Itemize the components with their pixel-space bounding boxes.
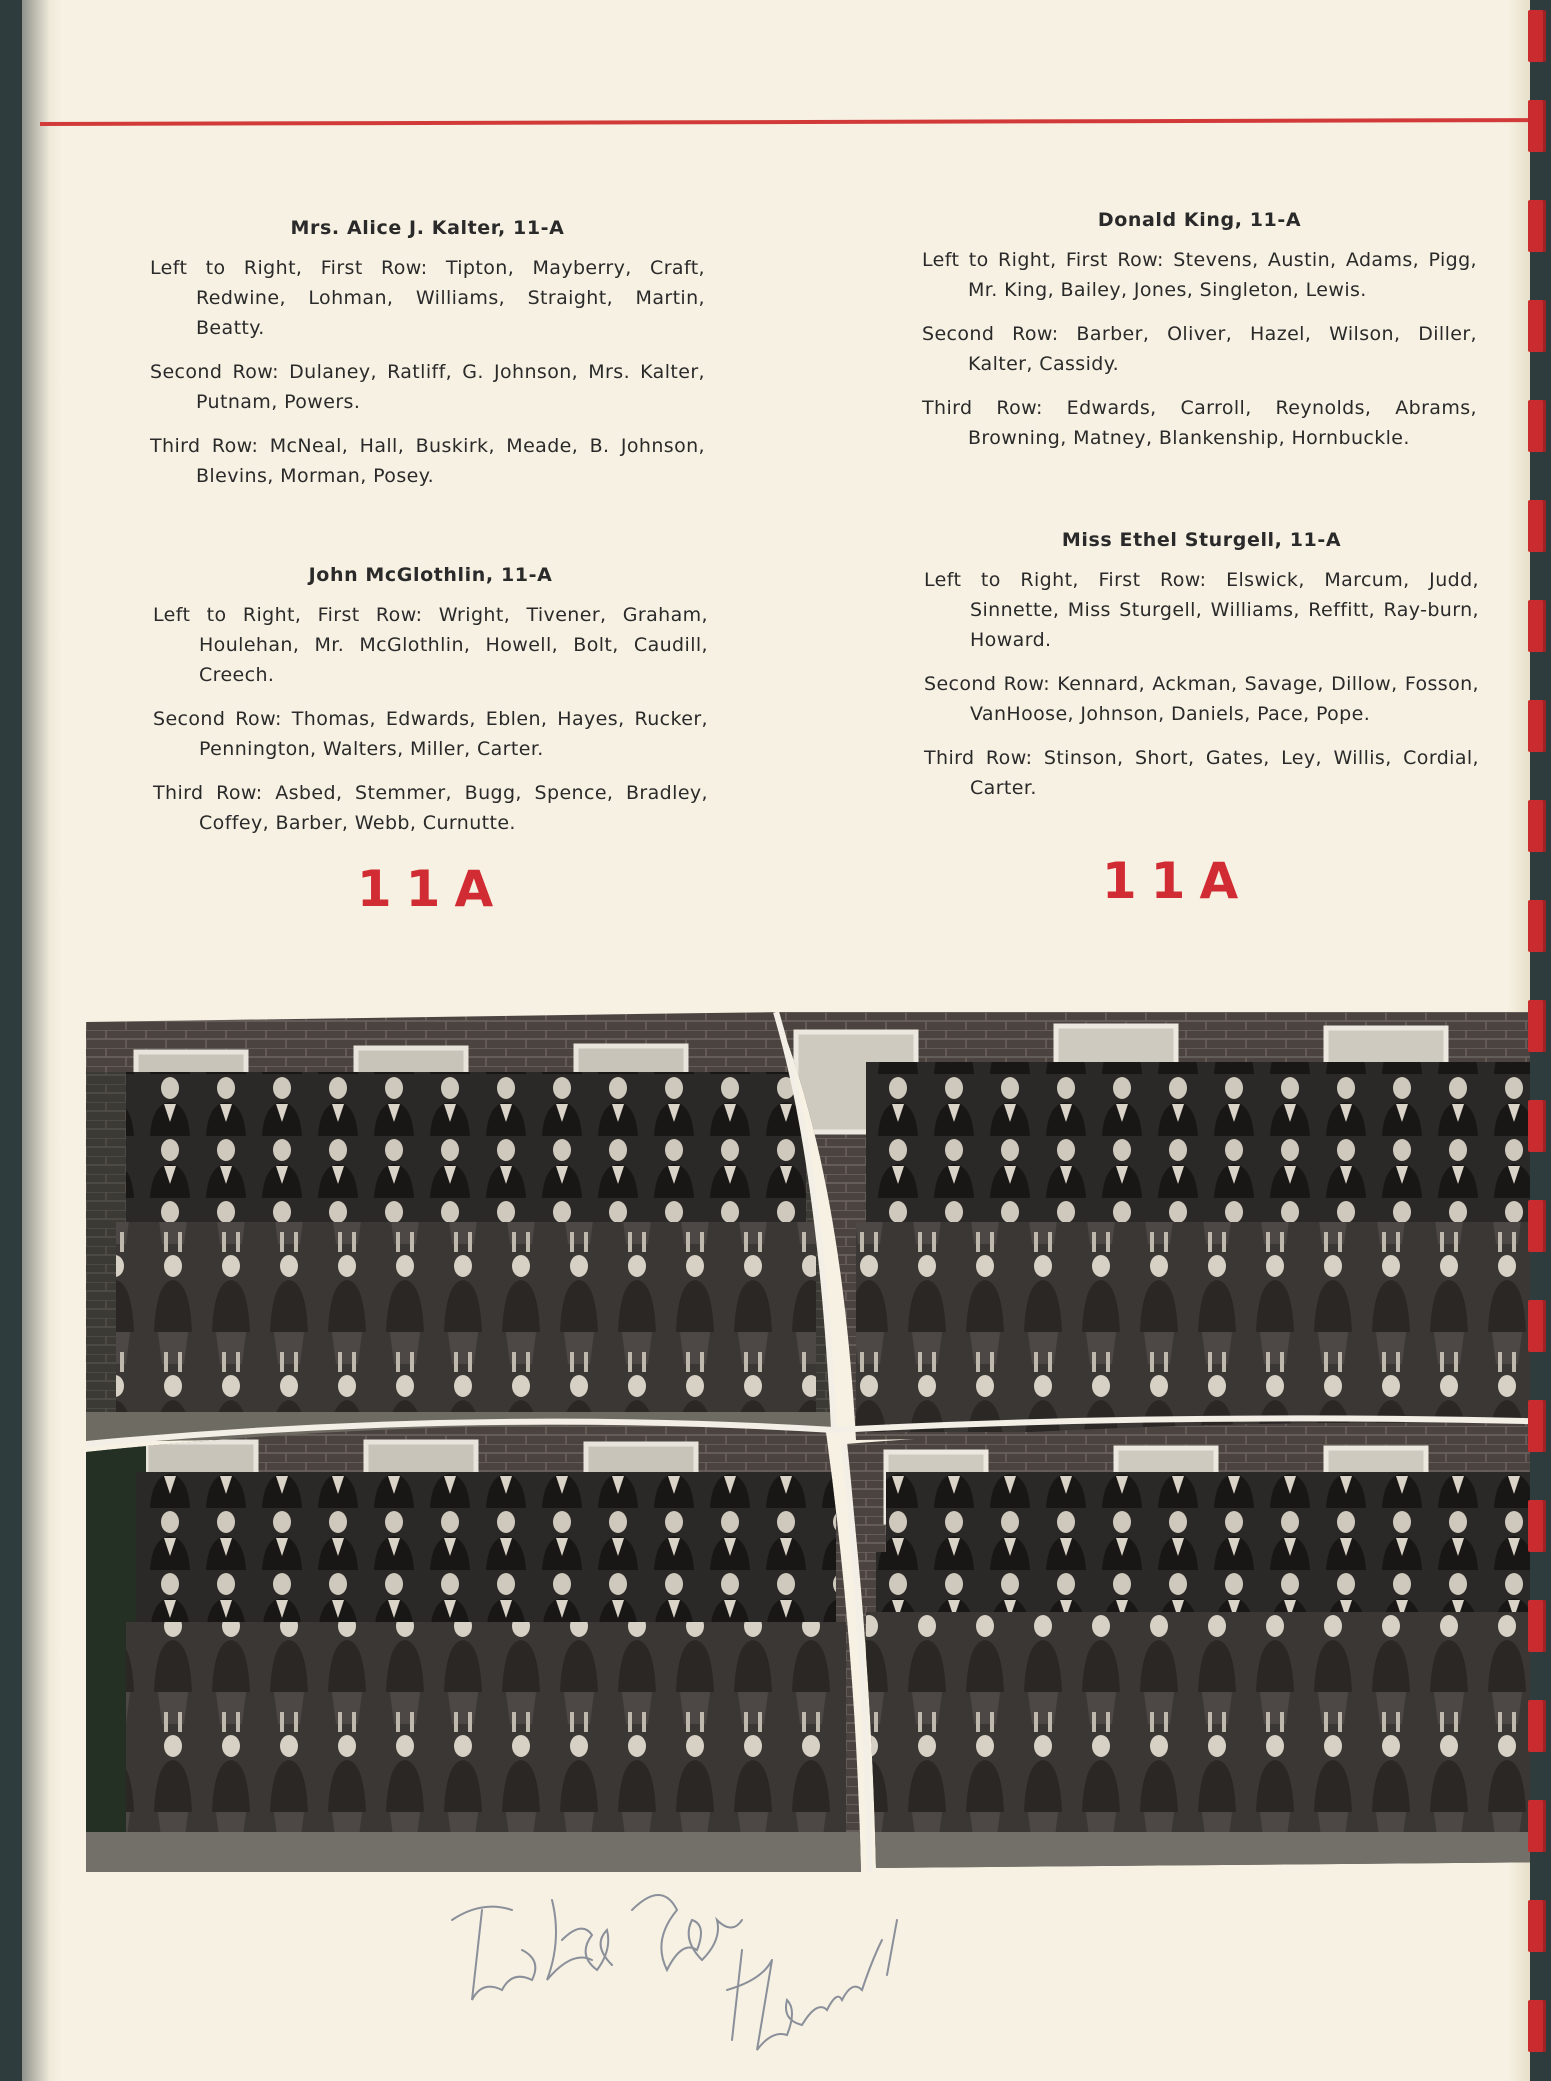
photo-top-right <box>766 1012 1530 1452</box>
binder-tab <box>1528 1800 1546 1852</box>
row-second: Second Row: Kennard, Ackman, Savage, Dillow, Fosson, VanHoose, Johnson, Daniels, Pace, Pope. <box>924 673 1479 725</box>
binder-tab <box>1528 200 1546 252</box>
binder-tab <box>1528 1500 1546 1552</box>
top-red-rule <box>40 118 1530 126</box>
photo-top-left <box>86 1012 846 1452</box>
binder-tab <box>1528 10 1546 62</box>
teacher-heading: Donald King, 11-A <box>1097 209 1302 231</box>
row-first: Left to Right, First Row: Elswick, Marcum, Judd, Sinnette, Miss Sturgell, Williams, Reffitt, Ray-burn, Howard. <box>924 569 1479 651</box>
row-second: Second Row: Barber, Oliver, Hazel, Wilson, Diller, Kalter, Cassidy. <box>922 323 1477 375</box>
section-kalter <box>150 213 705 505</box>
row-third: Third Row: Edwards, Carroll, Reynolds, Abrams, Browning, Matney, Blankenship, Hornbuckle. <box>922 397 1477 449</box>
binder-tab <box>1528 1100 1546 1152</box>
binder-tab <box>1528 500 1546 552</box>
binder-tab <box>1528 2000 1546 2052</box>
binder-tab <box>1528 300 1546 352</box>
row-first: Left to Right, First Row: Wright, Tivener, Graham, Houlehan, Mr. McGlothlin, Howell, Bolt, Caudill, Creech. <box>153 604 708 686</box>
row-third: Third Row: Asbed, Stemmer, Bugg, Spence, Bradley, Coffey, Barber, Webb, Curnutte. <box>153 782 708 834</box>
binder-tab <box>1528 1600 1546 1652</box>
section-sturgell <box>924 525 1479 817</box>
row-second: Second Row: Dulaney, Ratliff, G. Johnson, Mrs. Kalter, Putnam, Powers. <box>150 361 705 413</box>
section-king <box>922 205 1477 467</box>
binder-tab <box>1528 600 1546 652</box>
binder-tab <box>1528 1000 1546 1052</box>
photo-bottom-right <box>836 1412 1530 1880</box>
photo-collage <box>86 1012 1530 1880</box>
row-third: Third Row: McNeal, Hall, Buskirk, Meade, B. Johnson, Blevins, Morman, Posey. <box>150 435 705 487</box>
class-label-left: 11A <box>356 860 508 918</box>
binder-tab <box>1528 1400 1546 1452</box>
binder-tabs <box>1510 0 1551 2081</box>
binder-tab <box>1528 900 1546 952</box>
binder-tab <box>1528 400 1546 452</box>
photo-collage-svg <box>86 1012 1530 1880</box>
binder-tab <box>1528 1300 1546 1352</box>
binder-tab <box>1528 700 1546 752</box>
row-third: Third Row: Stinson, Short, Gates, Ley, Willis, Cordial, Carter. <box>924 747 1479 799</box>
handwritten-signature <box>442 1880 912 2070</box>
yearbook-page <box>22 0 1530 2081</box>
binder-tab <box>1528 1900 1546 1952</box>
row-first: Left to Right, First Row: Stevens, Austin, Adams, Pigg, Mr. King, Bailey, Jones, Singleton, Lewis. <box>922 249 1477 301</box>
photo-bottom-left <box>86 1412 876 1880</box>
binder-tab <box>1528 1700 1546 1752</box>
row-first: Left to Right, First Row: Tipton, Mayberry, Craft, Redwine, Lohman, Williams, Straight, Martin, Beatty. <box>150 257 705 339</box>
teacher-heading: John McGlothlin, 11-A <box>308 564 553 586</box>
teacher-heading: Miss Ethel Sturgell, 11-A <box>1061 529 1342 551</box>
binder-tab <box>1528 100 1546 152</box>
class-label-right: 11A <box>1101 852 1253 910</box>
binder-tab <box>1528 800 1546 852</box>
teacher-heading: Mrs. Alice J. Kalter, 11-A <box>290 217 565 239</box>
section-mcglothlin <box>153 560 708 852</box>
spine-shadow <box>22 0 62 2081</box>
binder-tab <box>1528 1200 1546 1252</box>
row-second: Second Row: Thomas, Edwards, Eblen, Hayes, Rucker, Pennington, Walters, Miller, Carter. <box>153 708 708 760</box>
